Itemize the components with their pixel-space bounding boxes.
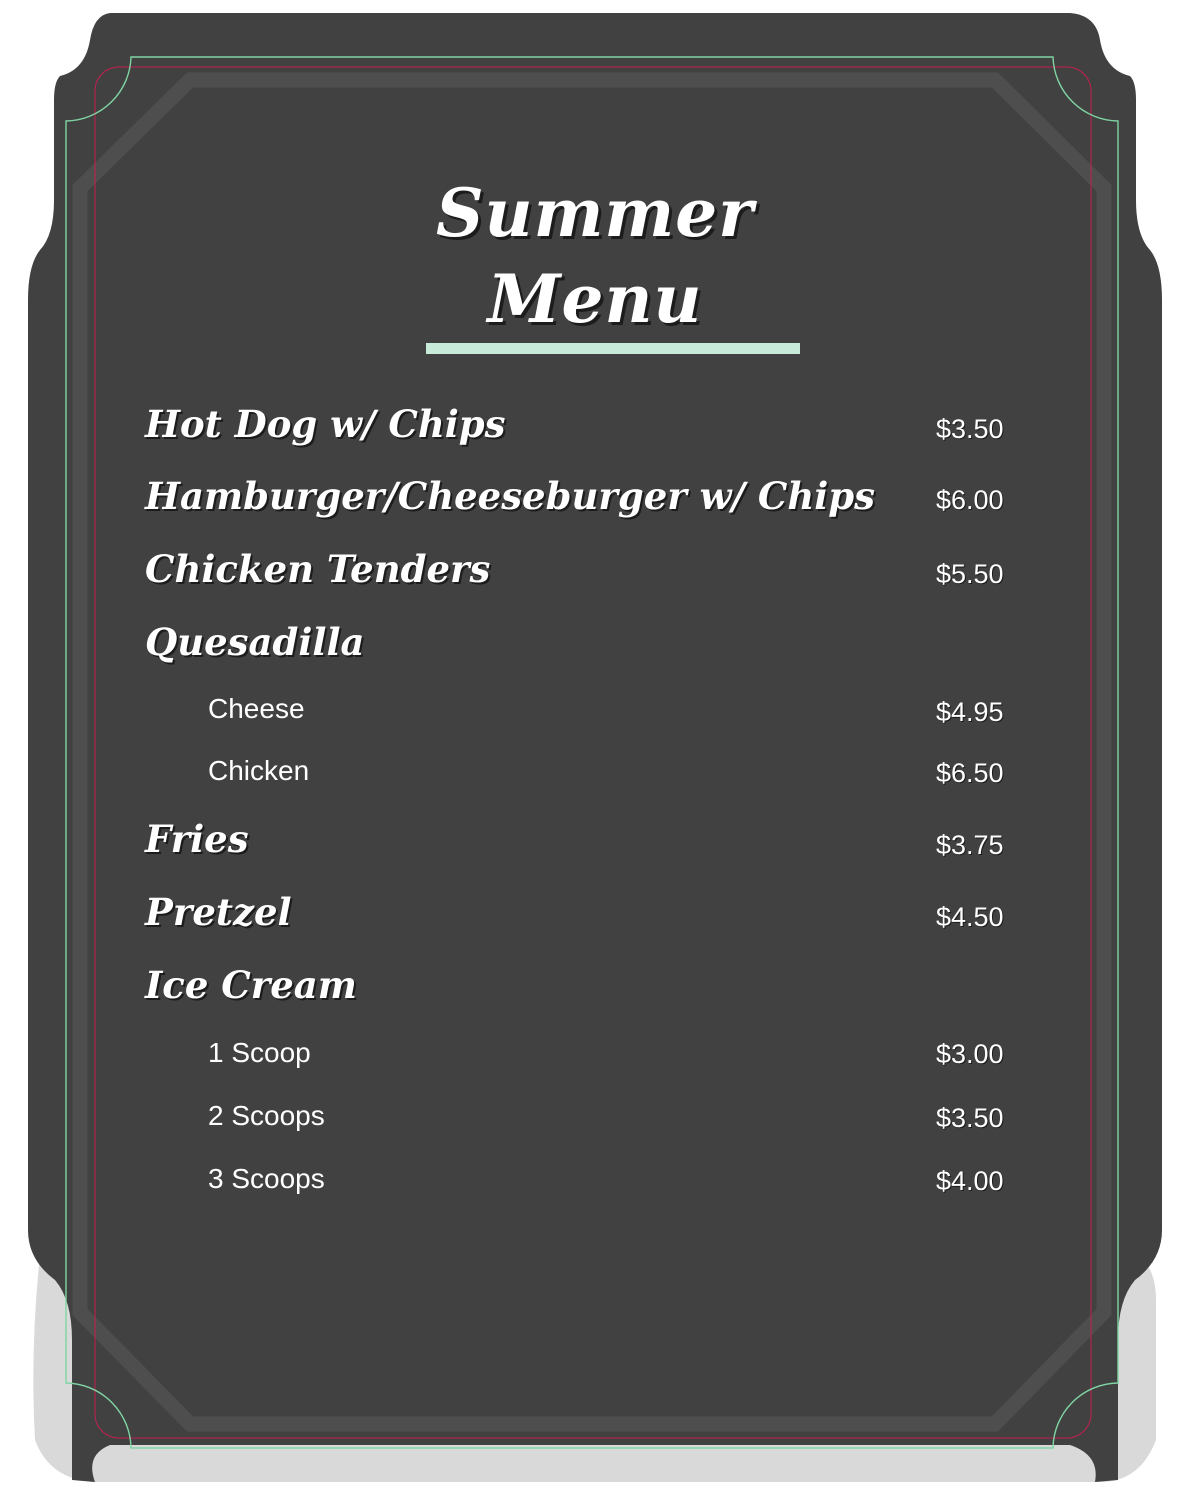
menu-title-line1: Summer	[435, 174, 755, 252]
menu-item-hamburger: Hamburger/Cheeseburger w/ Chips	[145, 474, 875, 518]
price-ice-cream-2-scoops: $3.50	[936, 1103, 1004, 1133]
option-ice-cream-1-scoop: 1 Scoop	[208, 1037, 311, 1068]
menu-item-ice-cream: Ice Cream	[145, 963, 357, 1007]
menu-item-quesadilla: Quesadilla	[145, 620, 365, 664]
menu-item-pretzel: Pretzel	[145, 890, 292, 934]
price-hot-dog: $3.50	[936, 414, 1004, 444]
menu-item-hot-dog: Hot Dog w/ Chips	[145, 402, 506, 446]
option-quesadilla-cheese: Cheese	[208, 693, 305, 724]
price-quesadilla-chicken: $6.50	[936, 758, 1004, 788]
price-quesadilla-cheese: $4.95	[936, 697, 1004, 727]
title-underline	[426, 343, 800, 354]
price-chicken-tenders: $5.50	[936, 559, 1004, 589]
menu-item-fries: Fries	[145, 817, 249, 861]
menu-item-chicken-tenders: Chicken Tenders	[145, 547, 491, 591]
price-ice-cream-3-scoops: $4.00	[936, 1166, 1004, 1196]
menu-title-line2: Menu	[487, 260, 703, 338]
price-hamburger: $6.00	[936, 485, 1004, 515]
option-ice-cream-2-scoops: 2 Scoops	[208, 1100, 325, 1131]
price-pretzel: $4.50	[936, 902, 1004, 932]
price-ice-cream-1-scoop: $3.00	[936, 1039, 1004, 1069]
option-quesadilla-chicken: Chicken	[208, 755, 310, 786]
price-fries: $3.75	[936, 830, 1004, 860]
option-ice-cream-3-scoops: 3 Scoops	[208, 1163, 325, 1194]
